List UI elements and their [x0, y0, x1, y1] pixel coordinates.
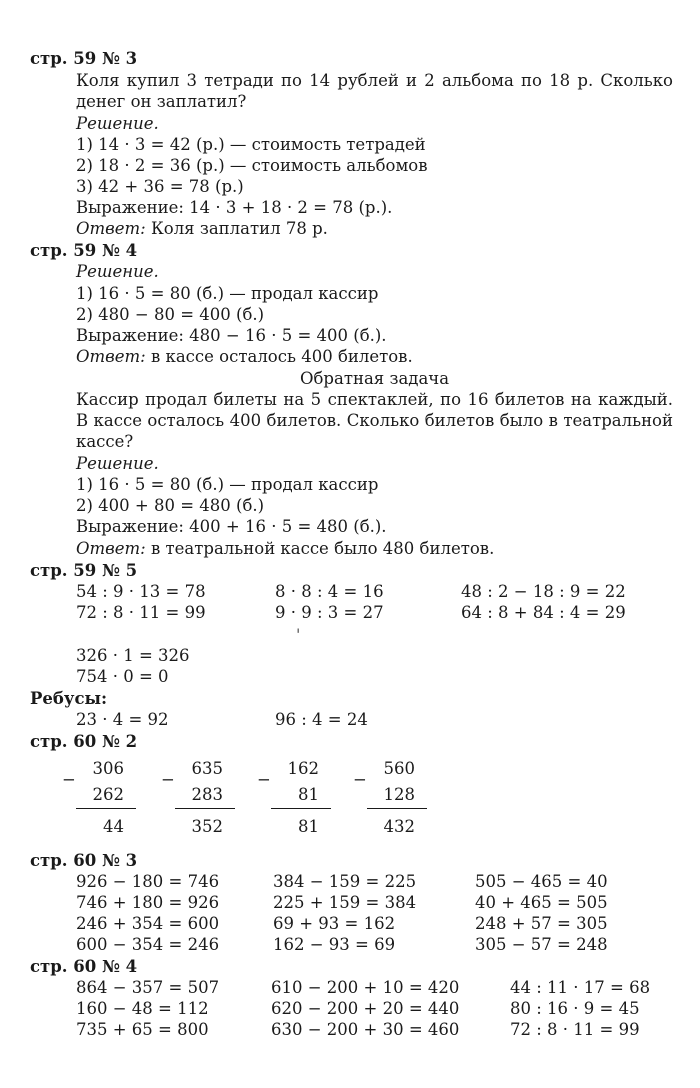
subtrahend: 81 — [298, 785, 319, 804]
minus-sign: − — [62, 770, 76, 789]
difference: 44 — [103, 817, 124, 836]
difference: 432 — [383, 817, 415, 836]
equation: 64 : 8 + 84 : 4 = 29 — [461, 603, 626, 622]
equation: 326 · 1 = 326 — [76, 646, 190, 665]
equation: 926 − 180 = 746 — [76, 872, 220, 891]
equation: 40 + 465 = 505 — [475, 893, 608, 912]
equation: 9 · 9 : 3 = 27 — [275, 603, 384, 622]
divider-line — [271, 808, 331, 809]
answer-label: Ответ: — [76, 347, 146, 366]
section-heading: стр. 59 № 3 — [30, 49, 138, 68]
solution-step: 1) 16 · 5 = 80 (б.) — продал кассир — [76, 284, 379, 303]
solution-step: 2) 18 · 2 = 36 (р.) — стоимость альбомов — [76, 156, 428, 175]
answer-label: Ответ: — [76, 539, 146, 558]
minuend: 560 — [383, 759, 415, 778]
column-subtraction — [257, 758, 319, 836]
expression: Выражение: 14 · 3 + 18 · 2 = 78 (р.). — [76, 198, 393, 217]
equation: 72 : 8 · 11 = 99 — [510, 1020, 640, 1039]
equation: 505 − 465 = 40 — [475, 872, 608, 891]
equation: 246 + 354 = 600 — [76, 914, 220, 933]
scan-speck: ' — [296, 625, 301, 644]
solution-step: 2) 480 − 80 = 400 (б.) — [76, 305, 265, 324]
problem-text: В кассе осталось 400 билетов. Сколько билетов было в театральной — [76, 411, 673, 430]
equation: 248 + 57 = 305 — [475, 914, 608, 933]
section-heading: стр. 60 № 2 — [30, 732, 138, 751]
answer — [76, 218, 328, 239]
equation: 754 · 0 = 0 — [76, 667, 169, 686]
answer-text: в театральной кассе было 480 билетов. — [151, 539, 495, 558]
equation: 162 − 93 = 69 — [273, 935, 396, 954]
divider-line — [367, 808, 427, 809]
solution-step: 1) 16 · 5 = 80 (б.) — продал кассир — [76, 475, 379, 494]
equation: 72 : 8 · 11 = 99 — [76, 603, 206, 622]
equation: 96 : 4 = 24 — [275, 710, 368, 729]
equation: 8 · 8 : 4 = 16 — [275, 582, 384, 601]
section-heading: стр. 60 № 3 — [30, 851, 138, 870]
equation: 69 + 93 = 162 — [273, 914, 396, 933]
answer — [76, 346, 413, 367]
minuend: 306 — [92, 759, 124, 778]
minus-sign: − — [353, 770, 367, 789]
problem-text: Кассир продал билеты на 5 спектаклей, по 16 билетов на каждый. — [76, 390, 673, 409]
problem-text: кассе? — [76, 432, 134, 451]
minus-sign: − — [161, 770, 175, 789]
answer-text: Коля заплатил 78 р. — [151, 219, 328, 238]
expression: Выражение: 400 + 16 · 5 = 480 (б.). — [76, 517, 387, 536]
answer-text: в кассе осталось 400 билетов. — [151, 347, 413, 366]
equation: 746 + 180 = 926 — [76, 893, 220, 912]
answer-label: Ответ: — [76, 219, 146, 238]
subtrahend: 128 — [383, 785, 415, 804]
answer — [76, 538, 494, 559]
equation: 54 : 9 · 13 = 78 — [76, 582, 206, 601]
solution-label: Решение. — [76, 114, 159, 133]
equation: 600 − 354 = 246 — [76, 935, 220, 954]
solution-step: 2) 400 + 80 = 480 (б.) — [76, 496, 265, 515]
equation: 620 − 200 + 20 = 440 — [271, 999, 460, 1018]
minuend: 635 — [191, 759, 223, 778]
section-heading: Ребусы: — [30, 689, 108, 708]
column-subtraction — [161, 758, 223, 836]
minuend: 162 — [287, 759, 319, 778]
expression: Выражение: 480 − 16 · 5 = 400 (б.). — [76, 326, 387, 345]
equation: 44 : 11 · 17 = 68 — [510, 978, 651, 997]
section-heading: стр. 59 № 4 — [30, 241, 138, 260]
section-heading: стр. 60 № 4 — [30, 957, 138, 976]
solution-step: 3) 42 + 36 = 78 (р.) — [76, 177, 244, 196]
solution-step: 1) 14 · 3 = 42 (р.) — стоимость тетрадей — [76, 135, 426, 154]
equation: 80 : 16 · 9 = 45 — [510, 999, 640, 1018]
section-heading: стр. 59 № 5 — [30, 561, 138, 580]
difference: 352 — [191, 817, 223, 836]
divider-line — [175, 808, 235, 809]
solution-label: Решение. — [76, 262, 159, 281]
equation: 160 − 48 = 112 — [76, 999, 209, 1018]
divider-line — [76, 808, 136, 809]
equation: 630 − 200 + 30 = 460 — [271, 1020, 460, 1039]
equation: 384 − 159 = 225 — [273, 872, 417, 891]
subtrahend: 262 — [92, 785, 124, 804]
column-subtraction — [353, 758, 415, 836]
solution-label: Решение. — [76, 454, 159, 473]
equation: 225 + 159 = 384 — [273, 893, 417, 912]
inverse-task-title: Обратная задача — [299, 369, 450, 388]
difference: 81 — [298, 817, 319, 836]
problem-text: денег он заплатил? — [76, 92, 247, 111]
equation: 23 · 4 = 92 — [76, 710, 169, 729]
equation: 735 + 65 = 800 — [76, 1020, 209, 1039]
column-subtraction — [62, 758, 124, 836]
equation: 305 − 57 = 248 — [475, 935, 608, 954]
equation: 610 − 200 + 10 = 420 — [271, 978, 460, 997]
subtrahend: 283 — [191, 785, 223, 804]
equation: 48 : 2 − 18 : 9 = 22 — [461, 582, 626, 601]
equation: 864 − 357 = 507 — [76, 978, 220, 997]
problem-text: Коля купил 3 тетради по 14 рублей и 2 альбома по 18 р. Сколько — [76, 71, 673, 90]
minus-sign: − — [257, 770, 271, 789]
